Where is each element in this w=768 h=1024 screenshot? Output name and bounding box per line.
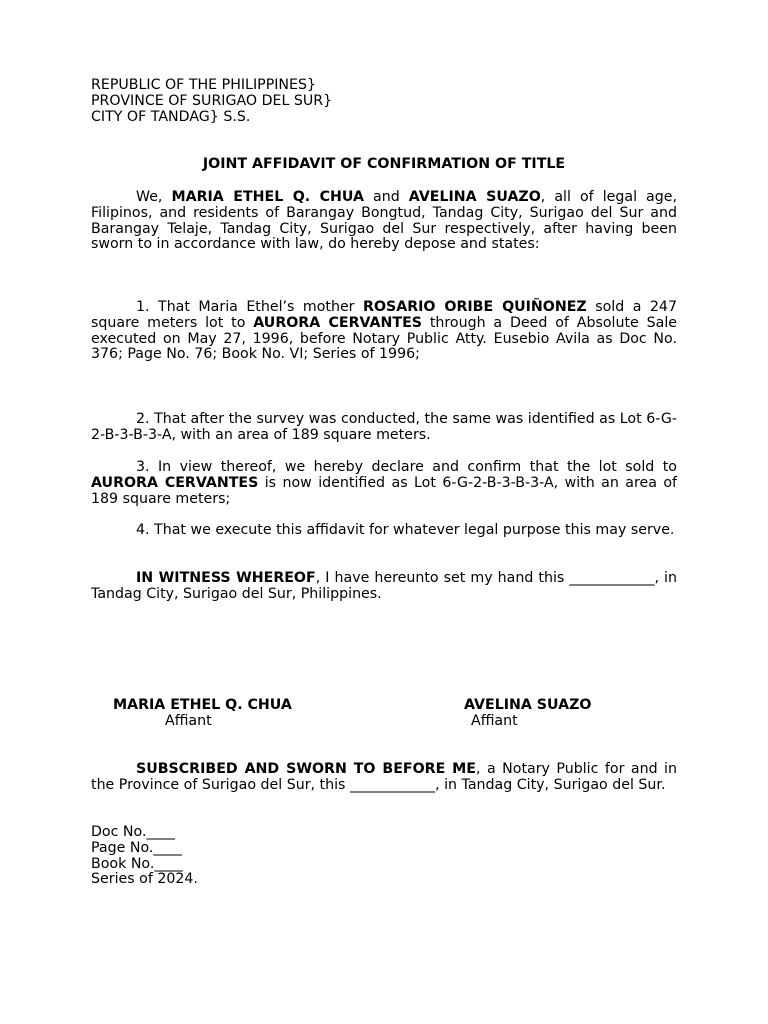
item-1-line-1 — [91, 300, 677, 316]
item-4-paragraph — [91, 523, 677, 539]
item-3-text-1: 3. In view thereof, we hereby declare and confirm that the lot sold to — [136, 459, 677, 475]
affiant-name-1: MARIA ETHEL Q. CHUA — [171, 189, 364, 205]
document-title: JOINT AFFIDAVIT OF CONFIRMATION OF TITLE — [202, 156, 566, 172]
item-3-paragraph — [91, 460, 677, 507]
notary-series: Series of 2024. — [91, 871, 198, 888]
item-1-text-1: 1. That Maria Ethel’s mother — [136, 299, 364, 315]
notary-page-no: Page No.____ — [91, 839, 182, 856]
intro-text-3: , all of legal age, Filipinos, and residents of Barangay Bongtud, Tandag City, Surigao del Sur and Barangay Telaje, Tandag City, Surigao del Sur respectively, after having been sworn to in accordance with law, do hereby depose and states: — [91, 189, 677, 253]
signature-block-right — [464, 698, 591, 730]
notary-doc-no: Doc No.____ — [91, 824, 175, 840]
notary-book-no: Book No.____ — [91, 855, 183, 872]
intro-text-1: We, — [136, 189, 172, 205]
intro-text-2: and — [364, 189, 409, 205]
signatory-name-left: MARIA ETHEL Q. CHUA — [113, 697, 292, 713]
venue-city: CITY OF TANDAG} S.S. — [91, 108, 251, 125]
signatory-role-left: Affiant — [165, 712, 212, 729]
item-4-text: 4. That we execute this affidavit for whatever legal purpose this may serve. — [136, 522, 675, 538]
signature-block-left — [113, 698, 292, 730]
witness-text: , I have hereunto set my hand this ____________, in Tandag City, Surigao del Sur, Philippines. — [91, 570, 677, 602]
notary-register — [91, 825, 198, 888]
venue-province: PROVINCE OF SURIGAO DEL SUR} — [91, 92, 333, 109]
affiant-name-2: AVELINA SUAZO — [408, 189, 541, 205]
witness-heading: IN WITNESS WHEREOF — [136, 570, 316, 586]
signatory-name-right: AVELINA SUAZO — [464, 697, 592, 713]
venue-country: REPUBLIC OF THE PHILIPPINES} — [91, 77, 317, 93]
venue-header — [91, 78, 332, 125]
item-1-text-3: square meters lot to — [91, 314, 254, 331]
item-2-text: 2. That after the survey was conducted, the same was identified as Lot 6-G-2-B-3-B-3-A, with an area of 189 square meters. — [91, 411, 677, 443]
witness-paragraph — [91, 571, 677, 603]
item-1-body — [91, 316, 677, 363]
signatory-role-right: Affiant — [471, 712, 518, 729]
item-1-text-4: through a Deed of Absolute Sale executed on May 27, 1996, before Notary Public Atty. Eusebio Avila as Doc No. 376; Page No. 76; Book No. VI; Series of 1996; — [91, 314, 677, 363]
buyer-name-2: AURORA CERVANTES — [91, 474, 259, 491]
jurat-paragraph — [91, 762, 677, 794]
item-1-text-2: sold a 247 — [586, 299, 677, 315]
item-2-paragraph — [91, 412, 677, 444]
item-3-text-2: is now identified as Lot 6-G-2-B-3-B-3-A, with an area of 189 square meters; — [91, 474, 677, 507]
buyer-name: AURORA CERVANTES — [253, 314, 422, 331]
jurat-text: , a Notary Public for and in the Province of Surigao del Sur, this ____________, in Tandag City, Surigao del Sur. — [91, 761, 677, 793]
seller-name: ROSARIO ORIBE QUIÑONEZ — [363, 299, 587, 315]
jurat-heading: SUBSCRIBED AND SWORN TO BEFORE ME — [136, 761, 476, 777]
intro-paragraph — [91, 190, 677, 253]
item-1-paragraph — [91, 300, 677, 363]
